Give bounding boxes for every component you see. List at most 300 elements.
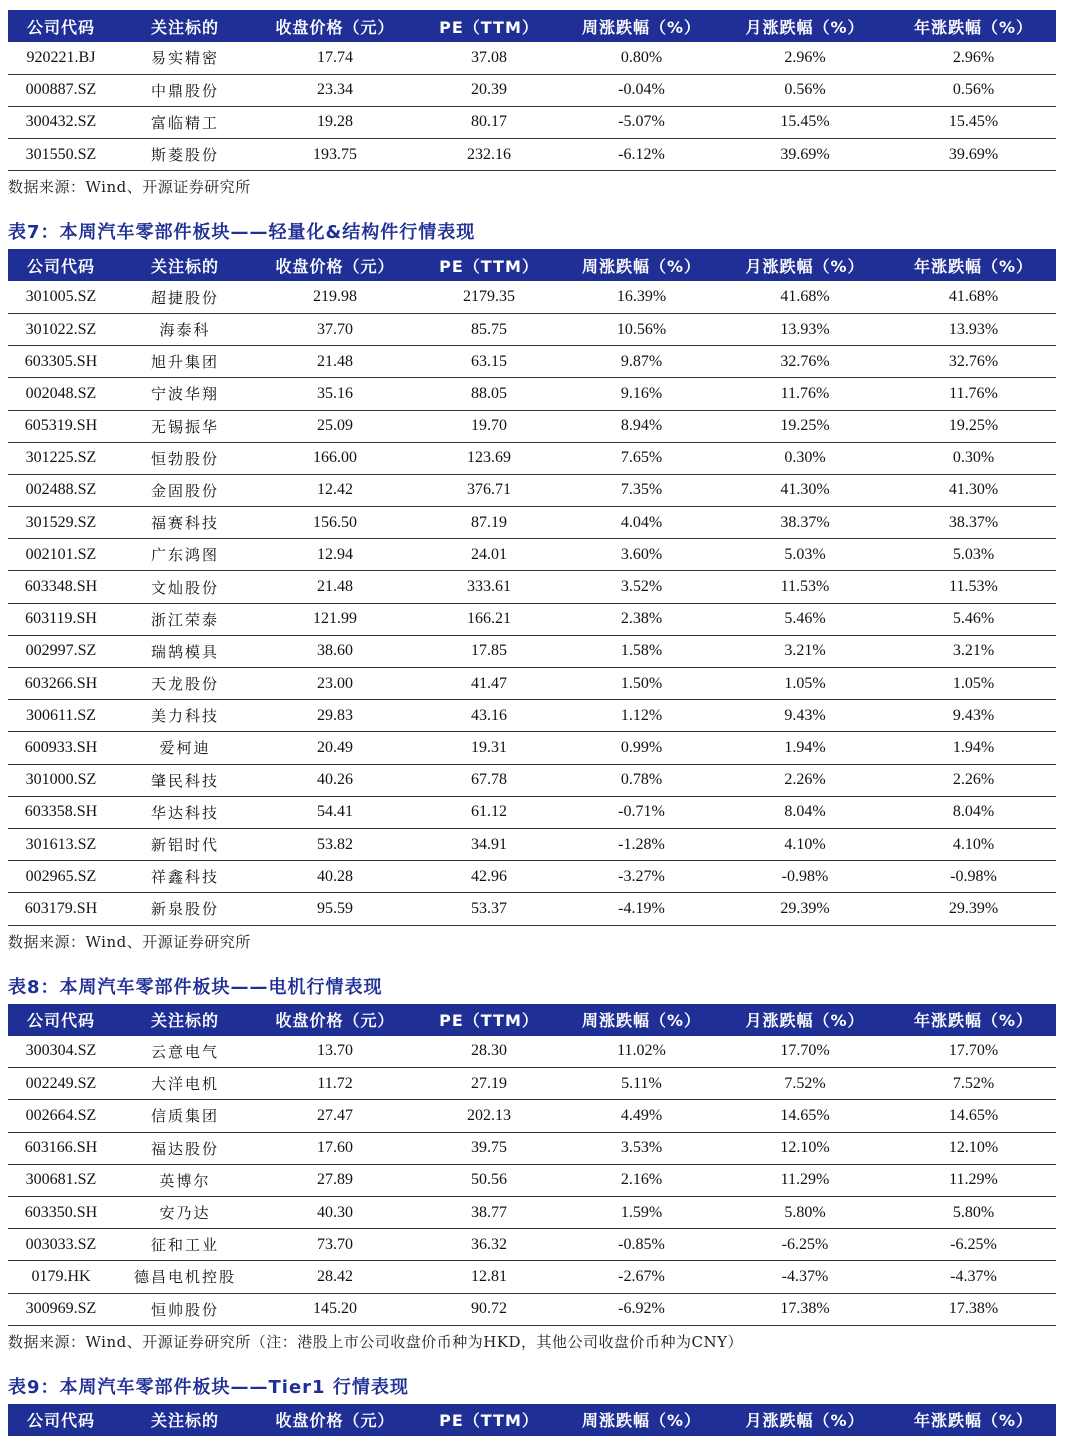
table-cell: 603166.SH <box>8 1132 114 1164</box>
table-cell: 121.99 <box>256 603 414 635</box>
table-cell: 301022.SZ <box>8 313 114 345</box>
table-cell: 17.70% <box>891 1036 1056 1068</box>
table-cell: 爱柯迪 <box>114 732 256 764</box>
table-cell: 0.56% <box>719 74 891 106</box>
table-cell: -0.98% <box>719 861 891 893</box>
table-row <box>8 281 1056 313</box>
table-cell: 安乃达 <box>114 1196 256 1228</box>
table-cell: 新泉股份 <box>114 893 256 925</box>
table-row <box>8 474 1056 506</box>
table-cell: 12.42 <box>256 474 414 506</box>
table-cell: 2179.35 <box>414 281 564 313</box>
table-cell: 1.59% <box>564 1196 719 1228</box>
table-cell: 27.89 <box>256 1164 414 1196</box>
table-cell: 19.25% <box>719 410 891 442</box>
table-7-body <box>8 281 1056 925</box>
table-cell: 63.15 <box>414 346 564 378</box>
table-cell: 41.68% <box>719 281 891 313</box>
table-cell: -0.71% <box>564 796 719 828</box>
table-cell: 17.74 <box>256 42 414 74</box>
table-cell: 0.30% <box>719 442 891 474</box>
table-row <box>8 346 1056 378</box>
table-cell: 1.94% <box>891 732 1056 764</box>
table-cell: 征和工业 <box>114 1229 256 1261</box>
table-cell: -6.92% <box>564 1293 719 1325</box>
table-cell: 36.32 <box>414 1229 564 1261</box>
column-header: 关注标的 <box>114 1404 256 1436</box>
table-cell: 003033.SZ <box>8 1229 114 1261</box>
table-cell: 002101.SZ <box>8 539 114 571</box>
table-cell: 华达科技 <box>114 796 256 828</box>
table-cell: 40.30 <box>256 1196 414 1228</box>
table-9-caption: 表9：本周汽车零部件板块——Tier1 行情表现 <box>8 1376 409 1398</box>
table-cell: 603348.SH <box>8 571 114 603</box>
table-8-caption: 表8：本周汽车零部件板块——电机行情表现 <box>8 976 383 998</box>
table-cell: 9.43% <box>719 700 891 732</box>
column-header: 收盘价格（元） <box>256 1004 414 1036</box>
table-cell: 3.52% <box>564 571 719 603</box>
table-cell: 232.16 <box>414 139 564 171</box>
report-page <box>8 10 1056 1436</box>
table-row <box>8 410 1056 442</box>
table-cell: 28.30 <box>414 1036 564 1068</box>
table-cell: 易实精密 <box>114 42 256 74</box>
column-header: 年涨跌幅（%） <box>891 1004 1056 1036</box>
column-header: 周涨跌幅（%） <box>564 10 719 42</box>
table-cell: 大洋电机 <box>114 1068 256 1100</box>
table-cell: 41.68% <box>891 281 1056 313</box>
table-cell: 11.29% <box>719 1164 891 1196</box>
table-cell: 156.50 <box>256 507 414 539</box>
table-cell: 天龙股份 <box>114 668 256 700</box>
table-cell: 2.26% <box>719 764 891 796</box>
table-cell: 9.43% <box>891 700 1056 732</box>
table-cell: 10.56% <box>564 313 719 345</box>
table-cell: 20.39 <box>414 74 564 106</box>
table-cell: 301529.SZ <box>8 507 114 539</box>
table-cell: 603305.SH <box>8 346 114 378</box>
table-cell: 英博尔 <box>114 1164 256 1196</box>
table-cell: 2.96% <box>719 42 891 74</box>
table-cell: -4.37% <box>891 1261 1056 1293</box>
table-cell: 0179.HK <box>8 1261 114 1293</box>
table-cell: 4.49% <box>564 1100 719 1132</box>
column-header: 收盘价格（元） <box>256 10 414 42</box>
table-header-row <box>8 10 1056 42</box>
column-header: 公司代码 <box>8 10 114 42</box>
table-cell: -6.25% <box>719 1229 891 1261</box>
table-cell: 000887.SZ <box>8 74 114 106</box>
table-cell: 信质集团 <box>114 1100 256 1132</box>
table-cell: 富临精工 <box>114 106 256 138</box>
table-cell: 32.76% <box>719 346 891 378</box>
table-cell: 19.70 <box>414 410 564 442</box>
table-cell: 文灿股份 <box>114 571 256 603</box>
table-row <box>8 442 1056 474</box>
table-cell: 38.37% <box>891 507 1056 539</box>
table-cell: 0.99% <box>564 732 719 764</box>
table-cell: 2.38% <box>564 603 719 635</box>
table-cell: 95.59 <box>256 893 414 925</box>
table-6 <box>8 10 1056 171</box>
table-cell: 85.75 <box>414 313 564 345</box>
table-cell: 5.11% <box>564 1068 719 1100</box>
table-cell: 67.78 <box>414 764 564 796</box>
column-header: 周涨跌幅（%） <box>564 249 719 281</box>
table-row <box>8 603 1056 635</box>
table-cell: 2.16% <box>564 1164 719 1196</box>
table-row <box>8 1068 1056 1100</box>
table-cell: 13.93% <box>891 313 1056 345</box>
table-cell: 25.09 <box>256 410 414 442</box>
table-cell: 50.56 <box>414 1164 564 1196</box>
column-header: PE（TTM） <box>414 1404 564 1436</box>
table-header-row <box>8 1004 1056 1036</box>
table-cell: 16.39% <box>564 281 719 313</box>
table-cell: -6.12% <box>564 139 719 171</box>
table-cell: 301613.SZ <box>8 828 114 860</box>
table-cell: 福达股份 <box>114 1132 256 1164</box>
table-cell: 605319.SH <box>8 410 114 442</box>
table-cell: 17.60 <box>256 1132 414 1164</box>
table-cell: 19.31 <box>414 732 564 764</box>
table-row <box>8 1132 1056 1164</box>
table-row <box>8 861 1056 893</box>
table-cell: 39.75 <box>414 1132 564 1164</box>
table-cell: 15.45% <box>891 106 1056 138</box>
table-cell: 5.03% <box>891 539 1056 571</box>
table-cell: 14.65% <box>719 1100 891 1132</box>
table-cell: 肇民科技 <box>114 764 256 796</box>
table-row <box>8 1036 1056 1068</box>
column-header: 周涨跌幅（%） <box>564 1004 719 1036</box>
table-cell: 9.16% <box>564 378 719 410</box>
table-cell: 3.21% <box>719 635 891 667</box>
table-cell: 23.00 <box>256 668 414 700</box>
column-header: 收盘价格（元） <box>256 1404 414 1436</box>
column-header: 公司代码 <box>8 249 114 281</box>
table-8-source: 数据来源：Wind、开源证券研究所（注：港股上市公司收盘价币种为HKD，其他公司收盘价币种为CNY） <box>8 1332 744 1351</box>
table-cell: 5.80% <box>719 1196 891 1228</box>
table-cell: 7.35% <box>564 474 719 506</box>
table-cell: 002488.SZ <box>8 474 114 506</box>
column-header: 年涨跌幅（%） <box>891 1404 1056 1436</box>
table-cell: -0.98% <box>891 861 1056 893</box>
table-cell: 301000.SZ <box>8 764 114 796</box>
table-cell: 海泰科 <box>114 313 256 345</box>
table-cell: 14.65% <box>891 1100 1056 1132</box>
table-8-body <box>8 1036 1056 1326</box>
table-cell: 145.20 <box>256 1293 414 1325</box>
table-cell: 7.52% <box>891 1068 1056 1100</box>
table-header-row <box>8 249 1056 281</box>
table-cell: 28.42 <box>256 1261 414 1293</box>
table-cell: 300611.SZ <box>8 700 114 732</box>
table-cell: 福赛科技 <box>114 507 256 539</box>
table-cell: 17.70% <box>719 1036 891 1068</box>
table-cell: 35.16 <box>256 378 414 410</box>
table-cell: 1.94% <box>719 732 891 764</box>
table-cell: 0.56% <box>891 74 1056 106</box>
table-row <box>8 106 1056 138</box>
table-cell: 11.02% <box>564 1036 719 1068</box>
table-cell: 超捷股份 <box>114 281 256 313</box>
table-header-row <box>8 1404 1056 1436</box>
table-cell: 19.28 <box>256 106 414 138</box>
table-cell: 38.77 <box>414 1196 564 1228</box>
table-cell: 39.69% <box>719 139 891 171</box>
table-cell: 300681.SZ <box>8 1164 114 1196</box>
table-cell: 12.81 <box>414 1261 564 1293</box>
table-cell: 002997.SZ <box>8 635 114 667</box>
table-row <box>8 313 1056 345</box>
table-row <box>8 1164 1056 1196</box>
table-row <box>8 539 1056 571</box>
table-cell: 53.82 <box>256 828 414 860</box>
table-cell: 7.65% <box>564 442 719 474</box>
table-cell: 21.48 <box>256 571 414 603</box>
table-row <box>8 700 1056 732</box>
column-header: 周涨跌幅（%） <box>564 1404 719 1436</box>
table-cell: 新铝时代 <box>114 828 256 860</box>
table-cell: 宁波华翔 <box>114 378 256 410</box>
table-cell: 600933.SH <box>8 732 114 764</box>
table-cell: 193.75 <box>256 139 414 171</box>
table-row <box>8 1229 1056 1261</box>
table-cell: 0.30% <box>891 442 1056 474</box>
table-cell: 29.39% <box>719 893 891 925</box>
table-cell: 9.87% <box>564 346 719 378</box>
table-cell: 17.38% <box>719 1293 891 1325</box>
table-6-body <box>8 42 1056 171</box>
table-row <box>8 74 1056 106</box>
table-cell: 19.25% <box>891 410 1056 442</box>
table-cell: 300969.SZ <box>8 1293 114 1325</box>
table-cell: 旭升集团 <box>114 346 256 378</box>
table-cell: 1.50% <box>564 668 719 700</box>
table-7 <box>8 249 1056 925</box>
table-cell: 广东鸿图 <box>114 539 256 571</box>
table-cell: 恒帅股份 <box>114 1293 256 1325</box>
table-cell: 166.21 <box>414 603 564 635</box>
table-cell: 43.16 <box>414 700 564 732</box>
table-cell: 90.72 <box>414 1293 564 1325</box>
table-cell: 20.49 <box>256 732 414 764</box>
table-cell: 41.30% <box>891 474 1056 506</box>
table-cell: 2.26% <box>891 764 1056 796</box>
table-6-source: 数据来源：Wind、开源证券研究所 <box>8 178 251 197</box>
table-cell: 87.19 <box>414 507 564 539</box>
column-header: 月涨跌幅（%） <box>719 249 891 281</box>
table-cell: 13.70 <box>256 1036 414 1068</box>
column-header: 收盘价格（元） <box>256 249 414 281</box>
table-cell: 603119.SH <box>8 603 114 635</box>
table-cell: 40.28 <box>256 861 414 893</box>
table-cell: 瑞鹄模具 <box>114 635 256 667</box>
column-header: PE（TTM） <box>414 249 564 281</box>
table-cell: 15.45% <box>719 106 891 138</box>
table-cell: 920221.BJ <box>8 42 114 74</box>
table-cell: 17.85 <box>414 635 564 667</box>
table-cell: 88.05 <box>414 378 564 410</box>
table-cell: 11.53% <box>891 571 1056 603</box>
table-cell: 1.58% <box>564 635 719 667</box>
table-cell: 300432.SZ <box>8 106 114 138</box>
table-row <box>8 378 1056 410</box>
column-header: 关注标的 <box>114 1004 256 1036</box>
table-cell: 2.96% <box>891 42 1056 74</box>
table-cell: 4.10% <box>891 828 1056 860</box>
table-cell: 无锡振华 <box>114 410 256 442</box>
table-cell: 376.71 <box>414 474 564 506</box>
table-7-caption: 表7：本周汽车零部件板块——轻量化&结构件行情表现 <box>8 222 476 244</box>
table-cell: 12.10% <box>719 1132 891 1164</box>
table-cell: 603350.SH <box>8 1196 114 1228</box>
column-header: PE（TTM） <box>414 10 564 42</box>
table-cell: 3.53% <box>564 1132 719 1164</box>
table-row <box>8 1293 1056 1325</box>
column-header: PE（TTM） <box>414 1004 564 1036</box>
column-header: 年涨跌幅（%） <box>891 249 1056 281</box>
table-cell: 0.80% <box>564 42 719 74</box>
table-cell: 29.39% <box>891 893 1056 925</box>
column-header: 公司代码 <box>8 1004 114 1036</box>
table-cell: 5.46% <box>891 603 1056 635</box>
table-row <box>8 1261 1056 1293</box>
table-cell: 38.37% <box>719 507 891 539</box>
table-cell: 7.52% <box>719 1068 891 1100</box>
table-cell: 603266.SH <box>8 668 114 700</box>
table-cell: 8.04% <box>891 796 1056 828</box>
table-cell: 1.12% <box>564 700 719 732</box>
table-row <box>8 635 1056 667</box>
table-cell: 12.94 <box>256 539 414 571</box>
table-8 <box>8 1004 1056 1326</box>
table-cell: 301005.SZ <box>8 281 114 313</box>
table-cell: 8.94% <box>564 410 719 442</box>
table-row <box>8 507 1056 539</box>
table-cell: 333.61 <box>414 571 564 603</box>
column-header: 关注标的 <box>114 10 256 42</box>
table-cell: 4.04% <box>564 507 719 539</box>
table-cell: 3.21% <box>891 635 1056 667</box>
table-cell: 3.60% <box>564 539 719 571</box>
table-cell: -2.67% <box>564 1261 719 1293</box>
table-cell: 73.70 <box>256 1229 414 1261</box>
table-cell: -0.85% <box>564 1229 719 1261</box>
table-cell: 37.08 <box>414 42 564 74</box>
table-cell: 219.98 <box>256 281 414 313</box>
table-cell: 0.78% <box>564 764 719 796</box>
table-row <box>8 893 1056 925</box>
column-header: 月涨跌幅（%） <box>719 1404 891 1436</box>
table-cell: 13.93% <box>719 313 891 345</box>
table-cell: 29.83 <box>256 700 414 732</box>
table-row <box>8 732 1056 764</box>
table-cell: 27.47 <box>256 1100 414 1132</box>
table-cell: 1.05% <box>719 668 891 700</box>
table-cell: 41.47 <box>414 668 564 700</box>
table-cell: 21.48 <box>256 346 414 378</box>
table-cell: 37.70 <box>256 313 414 345</box>
table-cell: -0.04% <box>564 74 719 106</box>
table-cell: 42.96 <box>414 861 564 893</box>
table-row <box>8 571 1056 603</box>
table-cell: 34.91 <box>414 828 564 860</box>
table-cell: 123.69 <box>414 442 564 474</box>
table-cell: 云意电气 <box>114 1036 256 1068</box>
table-cell: 002048.SZ <box>8 378 114 410</box>
table-cell: -4.37% <box>719 1261 891 1293</box>
column-header: 关注标的 <box>114 249 256 281</box>
table-cell: 11.72 <box>256 1068 414 1100</box>
table-cell: 61.12 <box>414 796 564 828</box>
table-cell: 301550.SZ <box>8 139 114 171</box>
table-cell: -5.07% <box>564 106 719 138</box>
table-cell: 80.17 <box>414 106 564 138</box>
table-row <box>8 1196 1056 1228</box>
table-cell: 11.76% <box>719 378 891 410</box>
table-cell: 17.38% <box>891 1293 1056 1325</box>
table-cell: 斯菱股份 <box>114 139 256 171</box>
table-row <box>8 796 1056 828</box>
table-cell: 4.10% <box>719 828 891 860</box>
table-cell: 002664.SZ <box>8 1100 114 1132</box>
table-cell: 32.76% <box>891 346 1056 378</box>
table-cell: 5.03% <box>719 539 891 571</box>
table-cell: 11.29% <box>891 1164 1056 1196</box>
table-cell: 5.80% <box>891 1196 1056 1228</box>
table-cell: -6.25% <box>891 1229 1056 1261</box>
table-row <box>8 828 1056 860</box>
table-cell: 38.60 <box>256 635 414 667</box>
table-cell: 11.76% <box>891 378 1056 410</box>
table-cell: 53.37 <box>414 893 564 925</box>
table-row <box>8 139 1056 171</box>
table-cell: 美力科技 <box>114 700 256 732</box>
table-cell: 8.04% <box>719 796 891 828</box>
table-cell: 11.53% <box>719 571 891 603</box>
table-row <box>8 668 1056 700</box>
table-cell: 浙江荣泰 <box>114 603 256 635</box>
column-header: 月涨跌幅（%） <box>719 1004 891 1036</box>
column-header: 公司代码 <box>8 1404 114 1436</box>
table-9 <box>8 1404 1056 1436</box>
table-cell: 002249.SZ <box>8 1068 114 1100</box>
column-header: 月涨跌幅（%） <box>719 10 891 42</box>
table-row <box>8 764 1056 796</box>
table-cell: 金固股份 <box>114 474 256 506</box>
table-cell: -3.27% <box>564 861 719 893</box>
column-header: 年涨跌幅（%） <box>891 10 1056 42</box>
table-cell: 39.69% <box>891 139 1056 171</box>
table-cell: 40.26 <box>256 764 414 796</box>
table-cell: 恒勃股份 <box>114 442 256 474</box>
table-7-source: 数据来源：Wind、开源证券研究所 <box>8 932 251 951</box>
table-cell: 166.00 <box>256 442 414 474</box>
table-cell: 中鼎股份 <box>114 74 256 106</box>
table-cell: 5.46% <box>719 603 891 635</box>
table-cell: 23.34 <box>256 74 414 106</box>
table-cell: 202.13 <box>414 1100 564 1132</box>
table-cell: 300304.SZ <box>8 1036 114 1068</box>
table-cell: 24.01 <box>414 539 564 571</box>
table-cell: 27.19 <box>414 1068 564 1100</box>
table-cell: 祥鑫科技 <box>114 861 256 893</box>
table-cell: 301225.SZ <box>8 442 114 474</box>
table-cell: -1.28% <box>564 828 719 860</box>
table-cell: 54.41 <box>256 796 414 828</box>
